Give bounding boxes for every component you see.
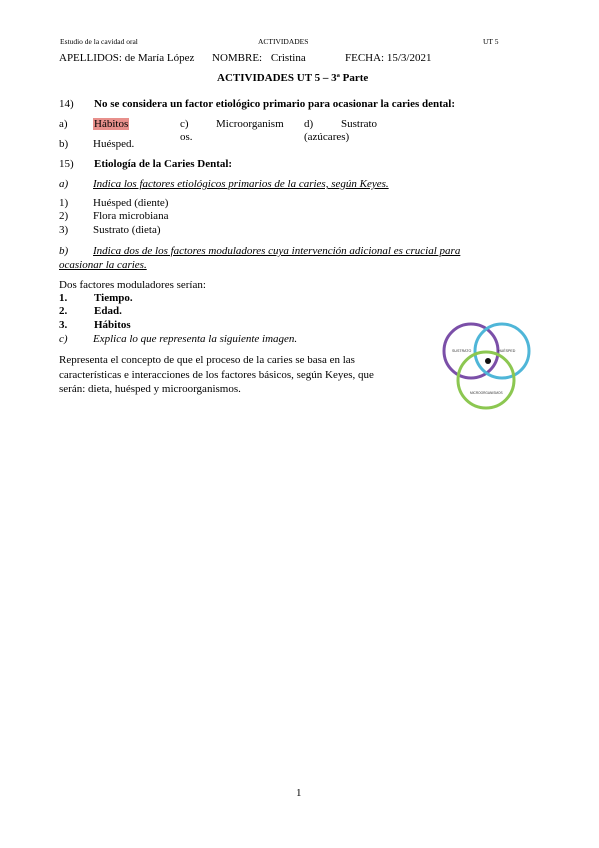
q14-c-letter: c) [180, 118, 189, 130]
q14-c-text-1: Microorganism [216, 118, 284, 130]
moduladores-intro: Dos factores moduladores serían: [59, 279, 206, 291]
q15-a-item-3-n: 3) [59, 224, 69, 236]
q14-a-text: Hábitos [94, 118, 129, 130]
q15-a-item-1-n: 1) [59, 197, 69, 209]
answer-line-2: características e interacciones de los factores básicos, según Keyes, que [59, 369, 374, 381]
nombre-label: NOMBRE: [212, 52, 263, 64]
caries-center-dot [485, 358, 491, 364]
q15-c-letter: c) [59, 333, 68, 345]
fecha-label: FECHA: [345, 52, 385, 64]
q14-b-text: Huésped. [93, 138, 135, 150]
q14-c-text-2: os. [180, 131, 193, 143]
answer-line-3: serán: dieta, huésped y microorganismos. [59, 383, 241, 395]
q14-d-text-1: Sustrato [341, 118, 378, 130]
venn-label-sustrato: SUSTRATO [452, 349, 472, 353]
q15-a-item-3: Sustrato (dieta) [93, 224, 161, 236]
apellidos-value: de María López [124, 52, 195, 64]
q14-a-letter: a) [59, 118, 68, 130]
answer-line-1: Representa el concepto de que el proceso de la caries se basa en las [59, 354, 355, 366]
fecha-value: 15/3/2021 [386, 52, 432, 64]
q14-a-option [93, 118, 129, 130]
mod-1-n: 1. [59, 292, 68, 304]
q15-a-text: Indica los factores etiológicos primarios de la caries, según Keyes. [93, 178, 389, 190]
apellidos-label: APELLIDOS: [59, 52, 122, 64]
q15-b-letter: b) [59, 245, 69, 257]
header-right: UT 5 [483, 37, 499, 46]
nombre-value: Cristina [270, 52, 306, 64]
page-title: ACTIVIDADES UT 5 – 3ª Parte [217, 72, 369, 84]
mod-3-n: 3. [59, 319, 68, 331]
mod-3: Hábitos [94, 319, 131, 331]
q14-d-text-2: (azúcares) [304, 131, 350, 143]
mod-2: Edad. [94, 305, 122, 317]
mod-1: Tiempo. [94, 292, 133, 304]
q14-b-letter: b) [59, 138, 69, 150]
q15-a-item-1: Huésped (diente) [93, 197, 169, 209]
q15-c-text: Explica lo que representa la siguiente imagen. [93, 333, 298, 345]
apellidos-line [59, 52, 194, 64]
nombre-line [212, 52, 306, 64]
header-left: Estudio de la cavidad oral [60, 37, 138, 46]
q15-a-letter: a) [59, 178, 69, 190]
header-center: ACTIVIDADES [258, 37, 309, 46]
q14-text: No se considera un factor etiológico primario para ocasionar la caries dental: [94, 98, 456, 110]
q15-b-text-2: ocasionar la caries. [59, 259, 147, 271]
venn-label-huesped: HUÉSPED [498, 349, 516, 353]
q14-d-letter: d) [304, 118, 314, 130]
venn-label-microorganismos: MICROORGANISMOS [470, 391, 503, 395]
q14-number: 14) [59, 98, 74, 110]
keyes-venn-diagram [432, 318, 544, 412]
mod-2-n: 2. [59, 305, 68, 317]
q15-a-item-2-n: 2) [59, 210, 69, 222]
q15-a-item-2: Flora microbiana [93, 210, 169, 222]
q15-b-text-1: Indica dos de los factores moduladores cuya intervención adicional es crucial para [93, 245, 461, 257]
page-number: 1 [296, 787, 302, 799]
q15-number: 15) [59, 158, 74, 170]
q15-text: Etiología de la Caries Dental: [94, 158, 233, 170]
fecha-line [345, 52, 432, 64]
